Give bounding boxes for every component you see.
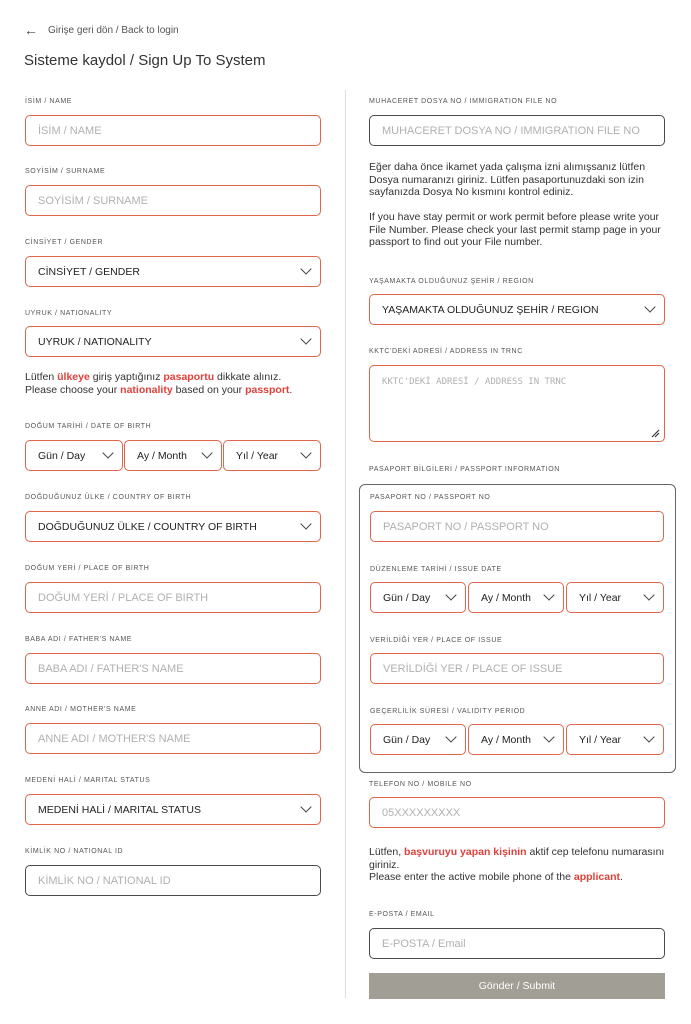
back-to-login-link[interactable] <box>24 22 179 38</box>
issue-date-label: DÜZENLEME TARİHİ / ISSUE DATE <box>370 566 502 573</box>
back-link-label: Girişe geri dön / Back to login <box>48 24 179 36</box>
gender-select-value: CİNSİYET / GENDER <box>38 265 140 278</box>
chevron-down-icon <box>445 731 456 742</box>
email-label: E-POSTA / EMAIL <box>369 911 435 918</box>
chevron-down-icon <box>300 518 311 529</box>
nationality-note: Lütfen ülkeye giriş yaptığınız pasaportu dikkate alınız. Please choose your nationality based on your passport. <box>25 371 293 396</box>
region-label: YAŞAMAKTA OLDUĞUNUZ ŞEHİR / REGION <box>369 278 534 285</box>
chevron-down-icon <box>300 801 311 812</box>
issue-day-select[interactable]: Gün / Day <box>370 582 466 613</box>
phone-note: Lütfen, başvuruyu yapan kişinin aktif cep telefonu numarasını giriniz. Please enter the active mobile phone of the applicant. <box>369 846 665 883</box>
address-label: KKTC'DEKİ ADRESİ / ADDRESS IN TRNC <box>369 348 523 355</box>
immigration-note-tr: Eğer daha önce ikamet yada çalışma izni alımışsanız lütfen Dosya numaranızı giriniz. Lütfen pasaportunuzdaki son izin sayfanızda Dosya No kısmını kontrol ediniz. <box>369 161 646 198</box>
validity-label: GEÇERLİLİK SÜRESİ / VALIDITY PERIOD <box>370 708 526 715</box>
marital-status-select[interactable]: MEDENİ HALİ / MARITAL STATUS <box>25 794 321 825</box>
gender-select[interactable] <box>25 256 321 287</box>
mother-name-input[interactable]: ANNE ADI / MOTHER'S NAME <box>25 723 321 754</box>
passport-section-title: PASAPORT BİLGİLERİ / PASSPORT INFORMATION <box>369 466 560 473</box>
immigration-file-input[interactable]: MUHACERET DOSYA NO / IMMIGRATION FILE NO <box>369 115 665 146</box>
chevron-down-icon <box>644 301 655 312</box>
surname-input[interactable]: SOYİSİM / SURNAME <box>25 185 321 216</box>
chevron-down-icon <box>102 447 113 458</box>
immigration-note-en: If you have stay permit or work permit before please write your File Number. Please check your last permit stamp page in your passport to find out your File number. <box>369 211 661 248</box>
chevron-down-icon <box>543 731 554 742</box>
chevron-down-icon <box>300 447 311 458</box>
mother-name-label: ANNE ADI / MOTHER'S NAME <box>25 706 137 713</box>
region-select[interactable]: YAŞAMAKTA OLDUĞUNUZ ŞEHİR / REGION <box>369 294 665 325</box>
birth-place-input[interactable]: DOĞUM YERİ / PLACE OF BIRTH <box>25 582 321 613</box>
passport-no-input[interactable]: PASAPORT NO / PASSPORT NO <box>370 511 664 542</box>
nationality-label: UYRUK / NATIONALITY <box>25 310 113 317</box>
page-title: Sisteme kaydol / Sign Up To System <box>24 52 266 69</box>
father-name-label: BABA ADI / FATHER'S NAME <box>25 636 133 643</box>
passport-no-label: PASAPORT NO / PASSPORT NO <box>370 494 491 501</box>
submit-button[interactable]: Gönder / Submit <box>369 973 665 999</box>
address-textarea[interactable]: KKTC'DEKİ ADRESİ / ADDRESS IN TRNC <box>369 365 665 442</box>
nationality-select-value: UYRUK / NATIONALITY <box>38 335 152 348</box>
phone-label: TELEFON NO / MOBILE NO <box>369 781 472 788</box>
validity-day-select[interactable]: Gün / Day <box>370 724 466 755</box>
name-label: İSİM / NAME <box>25 98 73 105</box>
chevron-down-icon <box>300 263 311 274</box>
email-input[interactable]: E-POSTA / Email <box>369 928 665 959</box>
dob-day-select[interactable]: Gün / Day <box>25 440 123 471</box>
resize-handle-icon[interactable] <box>651 429 660 438</box>
birth-place-label: DOĞUM YERİ / PLACE OF BIRTH <box>25 565 150 572</box>
dob-month-select[interactable]: Ay / Month <box>124 440 222 471</box>
chevron-down-icon <box>643 589 654 600</box>
birth-country-label: DOĞDUĞUNUZ ÜLKE / COUNTRY OF BIRTH <box>25 494 192 501</box>
dob-year-select[interactable]: Yıl / Year <box>223 440 321 471</box>
nationality-select[interactable] <box>25 326 321 357</box>
immigration-file-label: MUHACERET DOSYA NO / IMMIGRATION FILE NO <box>369 98 558 105</box>
father-name-input[interactable]: BABA ADI / FATHER'S NAME <box>25 653 321 684</box>
national-id-label: KİMLİK NO / NATIONAL ID <box>25 848 124 855</box>
birth-country-select[interactable]: DOĞDUĞUNUZ ÜLKE / COUNTRY OF BIRTH <box>25 511 321 542</box>
validity-month-select[interactable]: Ay / Month <box>468 724 564 755</box>
chevron-down-icon <box>543 589 554 600</box>
chevron-down-icon <box>300 333 311 344</box>
gender-label: CİNSİYET / GENDER <box>25 239 104 246</box>
chevron-down-icon <box>201 447 212 458</box>
national-id-input[interactable]: KİMLİK NO / NATIONAL ID <box>25 865 321 896</box>
column-divider <box>345 90 346 998</box>
chevron-down-icon <box>643 731 654 742</box>
issue-month-select[interactable]: Ay / Month <box>468 582 564 613</box>
name-input[interactable]: İSİM / NAME <box>25 115 321 146</box>
issue-year-select[interactable]: Yıl / Year <box>566 582 664 613</box>
validity-year-select[interactable]: Yıl / Year <box>566 724 664 755</box>
phone-input[interactable]: 05XXXXXXXXX <box>369 797 665 828</box>
place-of-issue-input[interactable]: VERİLDİĞİ YER / PLACE OF ISSUE <box>370 653 664 684</box>
surname-label: SOYİSİM / SURNAME <box>25 168 106 175</box>
dob-label: DOĞUM TARİHİ / DATE OF BIRTH <box>25 423 152 430</box>
place-of-issue-label: VERİLDİĞİ YER / PLACE OF ISSUE <box>370 637 503 644</box>
chevron-down-icon <box>445 589 456 600</box>
arrow-left-icon: ← <box>24 22 38 38</box>
marital-status-label: MEDENİ HALİ / MARITAL STATUS <box>25 777 151 784</box>
